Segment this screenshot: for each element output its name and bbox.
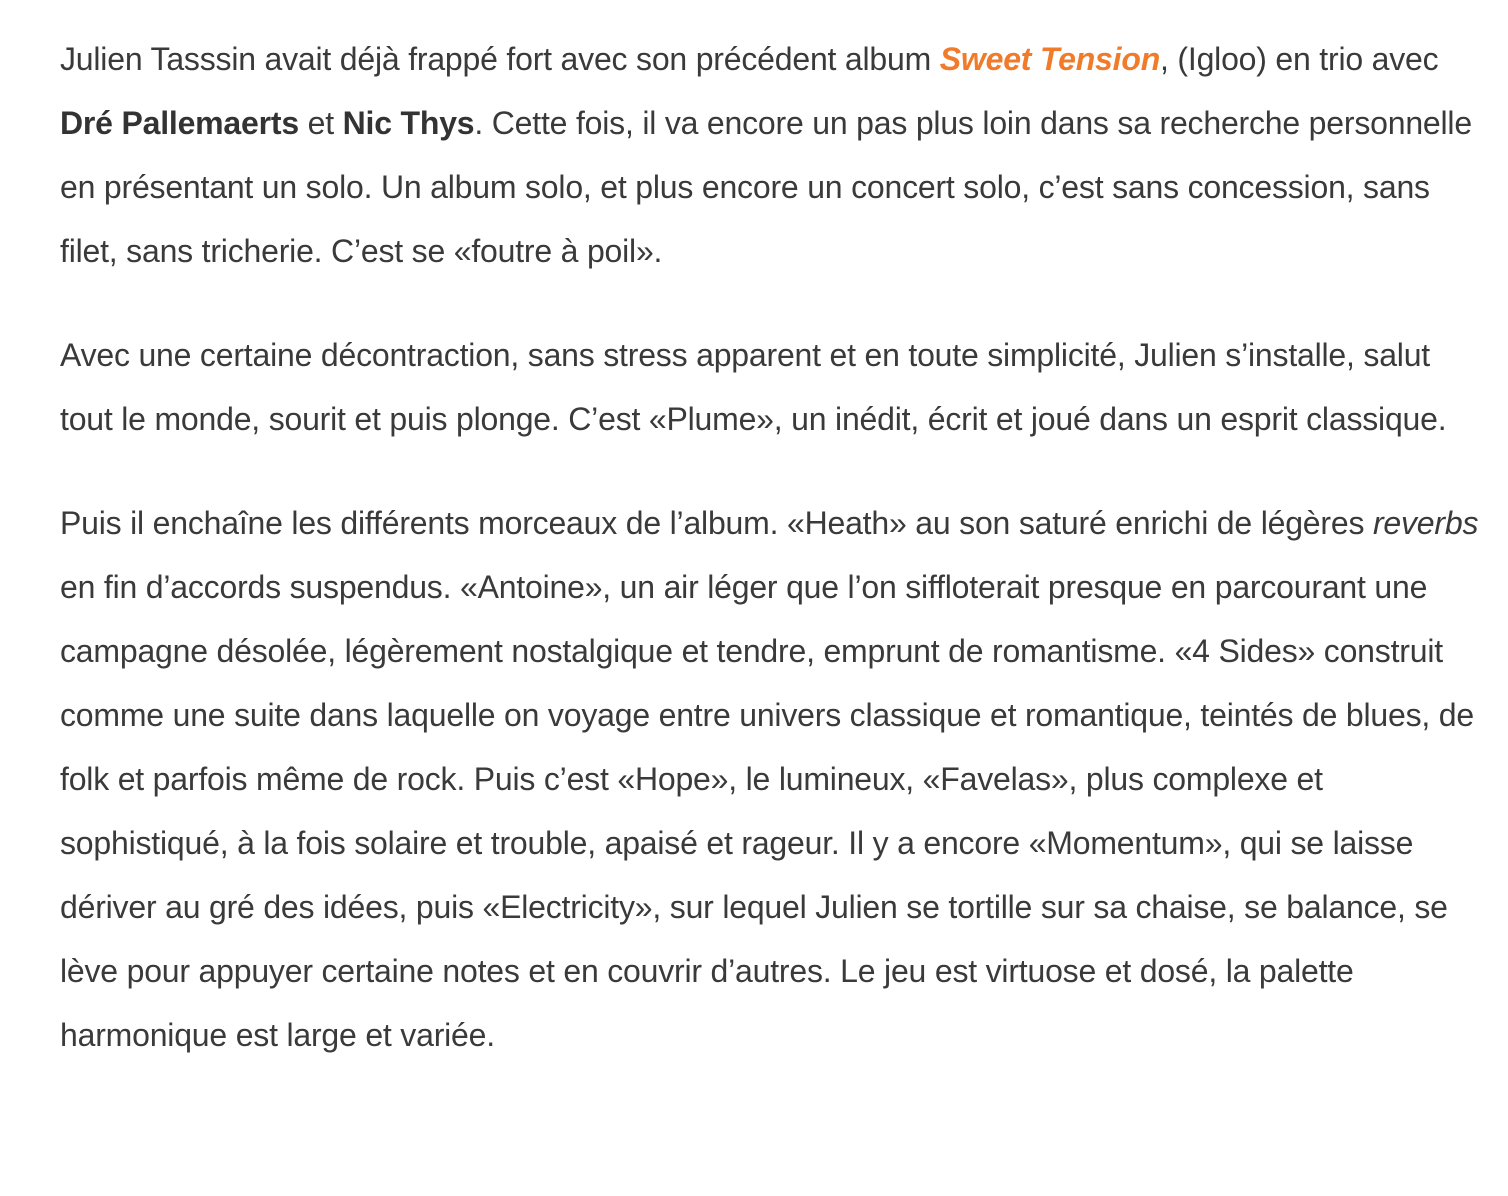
paragraph-1-text-d: . Cette fois, il va encore un pas plus loin dans sa recherche personnelle en présentant un solo. Un album solo, et plus encore un concert solo, c’est sans concession, sans filet, sans tricherie. C’est se «foutre à poil». [60, 105, 1472, 269]
album-link-sweet-tension[interactable]: Sweet Tension [939, 41, 1161, 77]
paragraph-1-text-c: et [298, 105, 343, 141]
paragraph-1-text-a: Julien Tasssin avait déjà frappé fort avec son précédent album [60, 41, 940, 77]
paragraph-3-text-b: en fin d’accords suspendus. «Antoine», un air léger que l’on siffloterait presque en parcourant une campagne désolée, légèrement nostalgique et tendre, emprunt de romantisme. «4 Sides» construit comme une suite dans laquelle on voyage entre univers classique et romantique, teintés de blues, de folk et parfois même de rock. Puis c’est «Hope», le lumineux, «Favelas», plus complexe et sophistiqué, à la fois solaire et trouble, apaisé et rageur. Il y a encore «Momentum», qui se laisse dériver au gré des idées, puis «Electricity», sur lequel Julien se tortille sur sa chaise, se balance, se lève pour appuyer certaine notes et en couvrir d’autres. Le jeu est virtuose et dosé, la palette harmonique est large et variée. [60, 569, 1474, 1053]
paragraph-1 [60, 27, 1480, 283]
article-body [60, 27, 1480, 1067]
paragraph-2 [60, 323, 1480, 451]
paragraph-3 [60, 491, 1480, 1067]
paragraph-3-text-a: Puis il enchaîne les différents morceaux de l’album. «Heath» au son saturé enrichi de légères [60, 505, 1373, 541]
musician-name-dre-pallemaerts: Dré Pallemaerts [60, 105, 299, 141]
paragraph-1-text-b: , (Igloo) en trio avec [1160, 41, 1439, 77]
paragraph-2-text: Avec une certaine décontraction, sans stress apparent et en toute simplicité, Julien s’installe, salut tout le monde, sourit et puis plonge. C’est «Plume», un inédit, écrit et joué dans un esprit classique. [60, 337, 1447, 437]
musician-name-nic-thys: Nic Thys [342, 105, 475, 141]
paragraph-3-emphasis: reverbs [1372, 505, 1479, 541]
